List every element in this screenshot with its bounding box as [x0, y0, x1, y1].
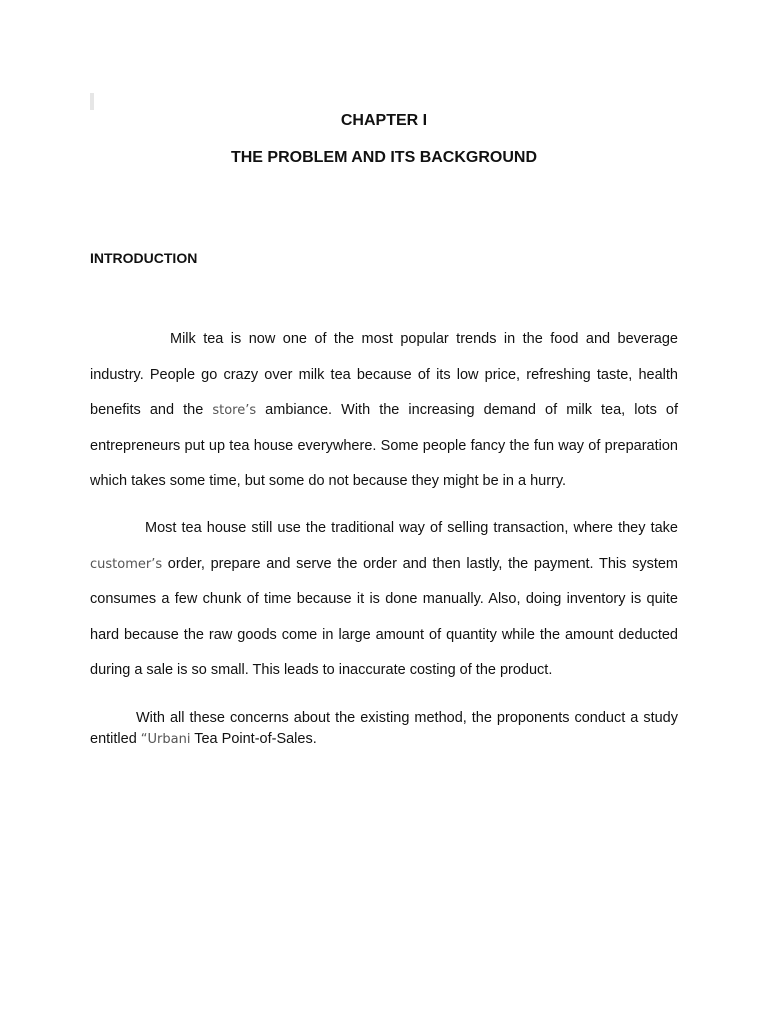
- paragraph-2-text-b: order, prepare and serve the order and then lastly, the payment. This system consumes a few chunk of time because it is done manually. Also, doing inventory is quite hard because the raw goods come in large amount of quantity while the amount deducted during a sale is so small. This leads to inaccurate costing of the product.: [90, 555, 678, 679]
- paragraph-3-urbani-word: “Urbani: [140, 732, 191, 747]
- paragraph-3-text-b: Tea Point-of-Sales.: [190, 731, 317, 747]
- paragraph-1-store-word: store’s: [212, 403, 257, 419]
- section-heading-introduction: INTRODUCTION: [90, 250, 198, 266]
- paragraph-3: [90, 708, 678, 750]
- paragraph-1-text-a: Milk tea is now one of the most popular trends in the food and beverage industry. People go crazy over milk tea because of its low price, refreshing taste, health benefits and the: [90, 331, 678, 419]
- paragraph-2: [90, 511, 678, 689]
- paragraph-2-text-a: Most tea house still use the traditional way of selling transaction, where they take: [145, 520, 678, 536]
- paragraph-1-text-b: ambiance. With the increasing demand of milk tea, lots of entrepreneurs put up tea house everywhere. Some people fancy the fun way of preparation which takes some time, but some do not because they might be in a hurry.: [90, 402, 678, 490]
- paragraph-2-customer-word: customer’s: [90, 556, 163, 572]
- chapter-title: THE PROBLEM AND ITS BACKGROUND: [230, 149, 538, 166]
- text-cursor-mark: [90, 93, 94, 110]
- paragraph-3-text-a: With all these concerns about the existing method, the proponents conduct a study entitled: [90, 710, 678, 747]
- paragraph-1: [90, 322, 678, 500]
- chapter-label: CHAPTER I: [340, 112, 428, 129]
